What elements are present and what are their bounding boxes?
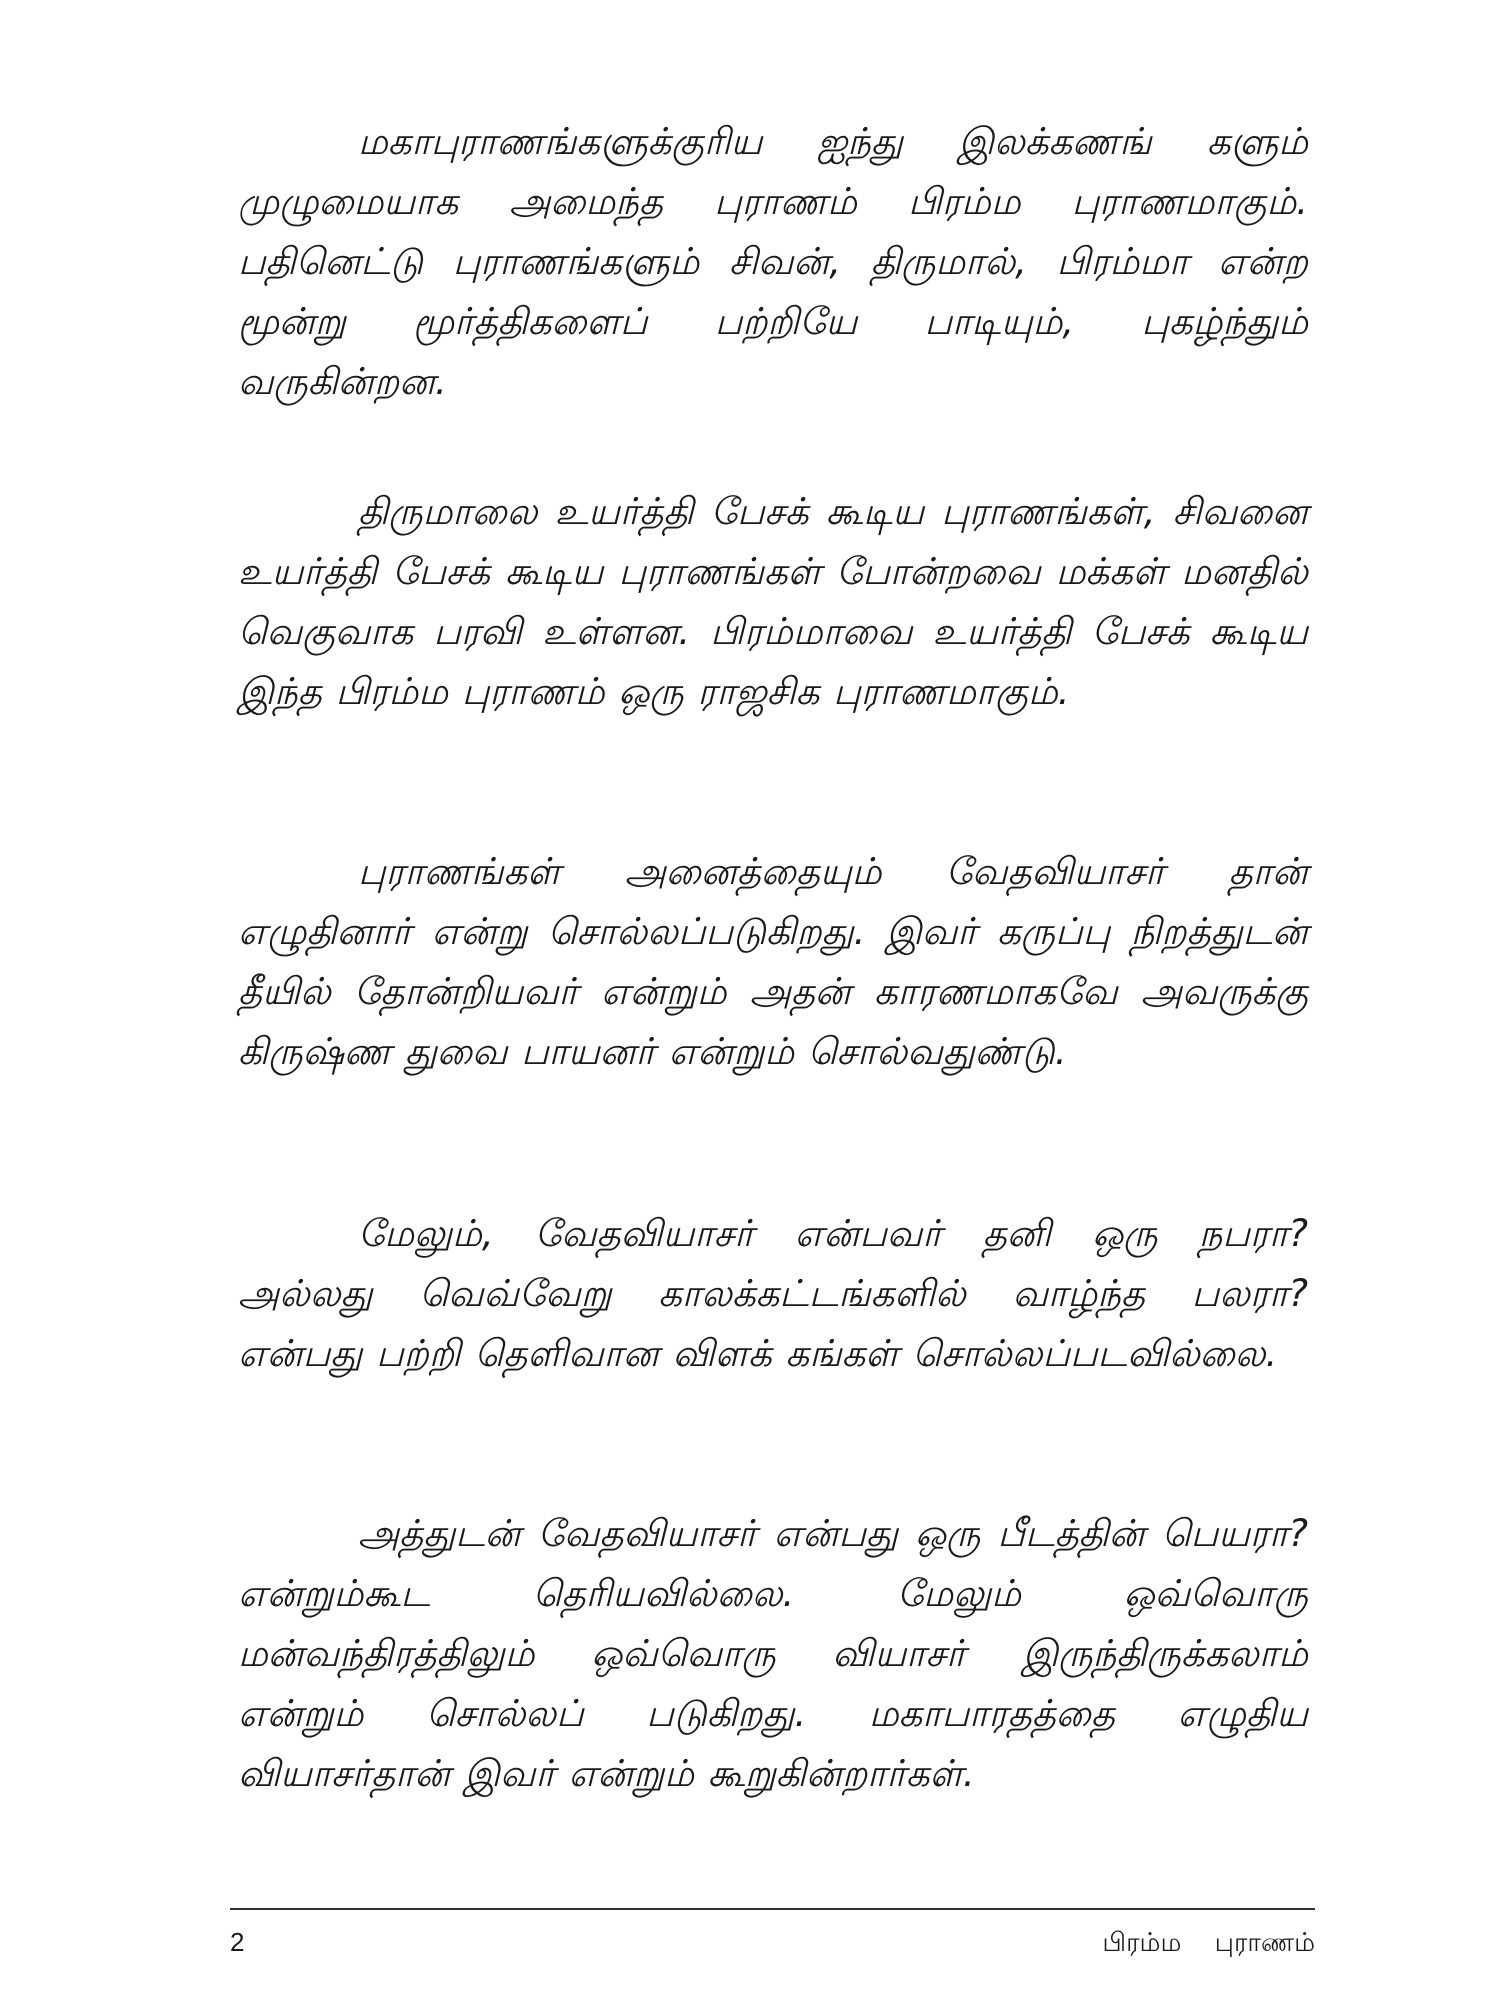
page-footer [230, 1922, 1315, 1962]
paragraph-2: திருமாலை உயர்த்தி பேசக் கூடிய புராணங்கள், சிவனை உயர்த்தி பேசக் கூடிய புராணங்கள் போன்றவை மக்கள் மனதில் வெகுவாக பரவி உள்ளன. பிரம்மாவை உயர்த்தி பேசக் கூடிய இந்த பிரம்ம புராணம் ஒரு ராஜசிக புராணமாகும். [238, 490, 1308, 713]
page-number: 2 [230, 1927, 245, 1957]
running-title: பிரம்ம புராணம் [1102, 1927, 1315, 1957]
page-body [238, 112, 1308, 1872]
paragraph-5: அத்துடன் வேதவியாசர் என்பது ஒரு பீடத்தின் பெயரா? என்றும்கூட தெரியவில்லை. மேலும் ஒவ்வொரு மன்வந்திரத்திலும் ஒவ்வொரு வியாசர் இருந்திருக்கலாம் என்றும் சொல்லப் படுகிறது. மகாபாரதத்தை எழுதிய வியாசர்தான் இவர் என்றும் கூறுகின்றார்கள். [238, 1512, 1308, 1795]
paragraph-1: மகாபுராணங்களுக்குரிய ஐந்து இலக்கணங் களும் முழுமையாக அமைந்த புராணம் பிரம்ம புராணமாகும். பதினெட்டு புராணங்களும் சிவன், திருமால், பிரம்மா என்ற மூன்று மூர்த்திகளைப் பற்றியே பாடியும், புகழ்ந்தும் வருகின்றன. [238, 120, 1308, 403]
paragraph-3: புராணங்கள் அனைத்தையும் வேதவியாசர் தான் எழுதினார் என்று சொல்லப்படுகிறது. இவர் கருப்பு நிறத்துடன் தீயில் தோன்றியவர் என்றும் அதன் காரணமாகவே அவருக்கு கிருஷ்ண துவை பாயனர் என்றும் சொல்வதுண்டு. [238, 850, 1308, 1073]
paragraph-4: மேலும், வேதவியாசர் என்பவர் தனி ஒரு நபரா? அல்லது வெவ்வேறு காலக்கட்டங்களில் வாழ்ந்த பலரா? என்பது பற்றி தெளிவான விளக் கங்கள் சொல்லப்படவில்லை. [238, 1212, 1308, 1375]
footer-divider [230, 1908, 1315, 1910]
